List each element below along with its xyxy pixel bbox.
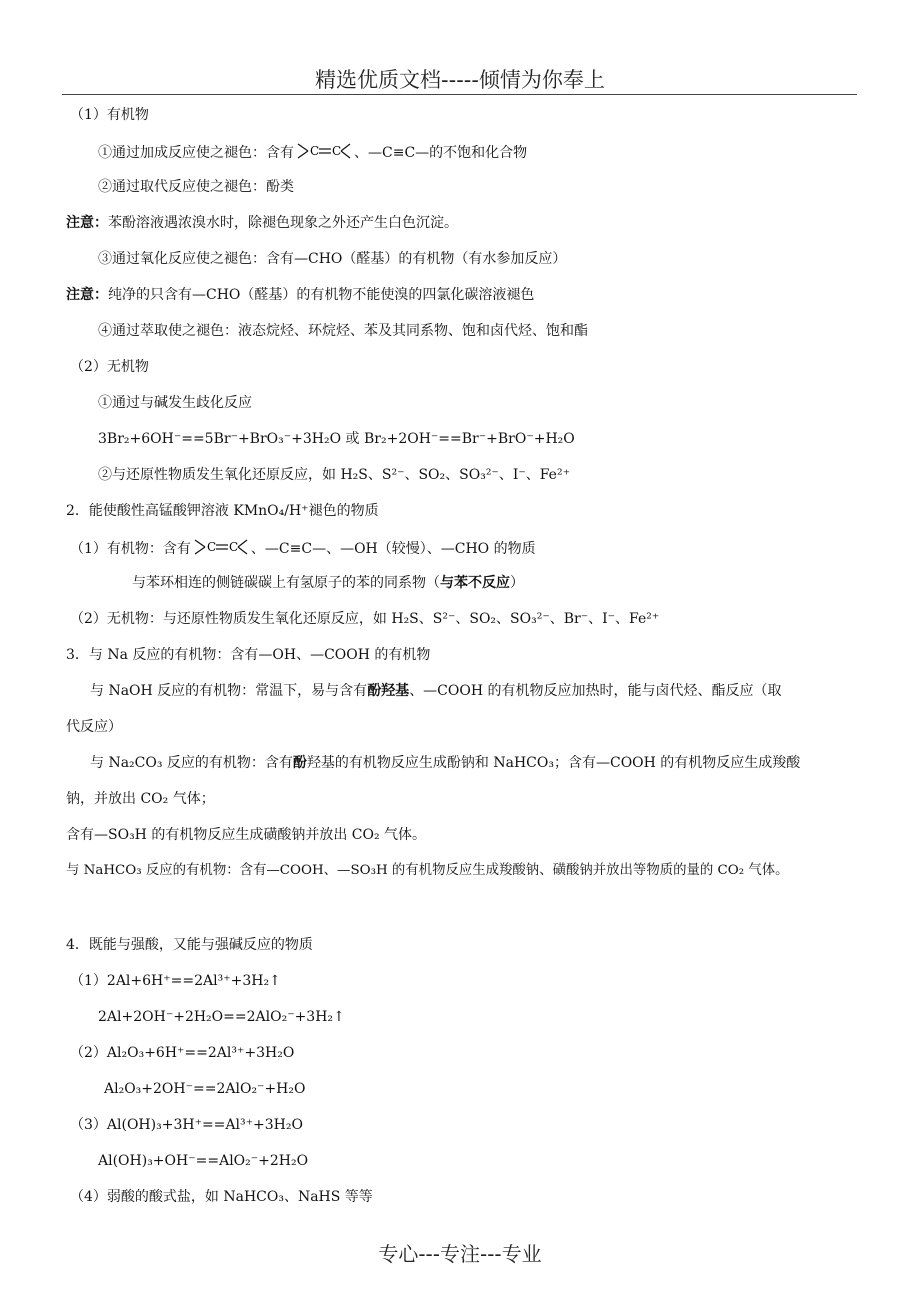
svg-text:C: C xyxy=(332,144,342,158)
note-aldehyde xyxy=(66,286,534,304)
item-naoh-continued: 代反应） xyxy=(66,719,122,735)
naoh-text: 与 NaOH 反应的有机物：常温下，易与含有 xyxy=(90,683,368,699)
note-phenol xyxy=(66,214,458,232)
note-label: 注意： xyxy=(66,215,108,231)
note-label: 注意： xyxy=(66,287,108,303)
document-footer: 专心---专注---专业 xyxy=(378,1242,542,1266)
heading-4-amphoteric: 4．既能与强酸，又能与强碱反应的物质 xyxy=(66,937,313,953)
equation-bromine-base xyxy=(98,430,575,448)
document-header: 精选优质文档-----倾情为你奉上 xyxy=(315,68,605,92)
item-nahco3: 与 NaHCO₃ 反应的有机物：含有—COOH、—SO₃H 的有机物反应生成羧酸钠、磺酸钠并放出等物质的量的 CO₂ 气体。 xyxy=(66,863,789,878)
note-text: 纯净的只含有—CHO（醛基）的有机物不能使溴的四氯化碳溶液褪色 xyxy=(108,287,535,303)
naoh-phenol-hydroxyl: 酚羟基 xyxy=(367,683,410,699)
item-extraction: ④通过萃取使之褪色：液态烷烃、环烷烃、苯及其同系物、饱和卤代烃、饱和酯 xyxy=(98,323,588,339)
item-redox-inorganic: ②与还原性物质发生氧化还原反应，如 H₂S、S²⁻、SO₂、SO₃²⁻、I⁻、Fe²⁺ xyxy=(98,467,570,483)
item-addition-tail: 、—C≡C—的不饱和化合物 xyxy=(354,145,528,161)
item-addition-text: ①通过加成反应使之褪色：含有 xyxy=(98,145,294,161)
svg-text:C: C xyxy=(228,540,239,554)
double-bond-icon xyxy=(193,538,249,556)
equation-connector: 或 xyxy=(345,431,360,447)
equation-al-acid: （1）2Al+6H⁺==2Al³⁺+3H₂↑ xyxy=(70,973,281,989)
equation-aloh3-base: Al(OH)₃+OH⁻==AlO₂⁻+2H₂O xyxy=(98,1153,309,1169)
item-kmno4-organic-tail: 、—C≡C—、—OH（较慢）、—CHO 的物质 xyxy=(250,541,536,557)
svg-text:C: C xyxy=(206,540,217,554)
note-text: 苯酚溶液遇浓溴水时，除褪色现象之外还产生白色沉淀。 xyxy=(108,215,458,231)
na2co3-tail: 羟基的有机物反应生成酚钠和 NaHCO₃；含有—COOH 的有机物反应生成羧酸 xyxy=(306,755,801,771)
item-naoh xyxy=(90,682,782,700)
equation-aloh3-acid: （3）Al(OH)₃+3H⁺==Al³⁺+3H₂O xyxy=(70,1117,303,1133)
header-divider xyxy=(62,94,857,95)
heading-3-sodium: 3．与 Na 反应的有机物：含有—OH、—COOH 的有机物 xyxy=(66,647,431,663)
item-kmno4-organic xyxy=(70,538,536,558)
heading-2-kmno4: 2．能使酸性高锰酸钾溶液 KMnO₄/H⁺褪色的物质 xyxy=(66,503,379,519)
section-2-inorganic: （2）无机物 xyxy=(70,359,149,375)
equation-part-2: Br₂+2OH⁻==Br⁻+BrO⁻+H₂O xyxy=(364,431,575,447)
item-kmno4-inorganic: （2）无机物：与还原性物质发生氧化还原反应，如 H₂S、S²⁻、SO₂、SO₃²⁻、Br⁻、I⁻、Fe²⁺ xyxy=(70,611,660,627)
equation-part-1: 3Br₂+6OH⁻==5Br⁻+BrO₃⁻+3H₂O xyxy=(98,431,342,447)
item-benzene-homologues xyxy=(132,574,524,592)
na2co3-phenol: 酚 xyxy=(292,755,307,771)
item-na2co3 xyxy=(90,754,800,772)
svg-text:C: C xyxy=(310,144,320,158)
item-addition-reaction xyxy=(98,142,527,162)
item-disproportionation: ①通过与碱发生歧化反应 xyxy=(98,395,252,411)
benzene-close: ） xyxy=(510,575,524,591)
item-kmno4-organic-text: （1）有机物：含有 xyxy=(70,541,191,557)
equation-al2o3-base: Al₂O₃+2OH⁻==2AlO₂⁻+H₂O xyxy=(104,1081,306,1097)
item-na2co3-continued: 钠，并放出 CO₂ 气体； xyxy=(66,791,215,807)
benzene-no-react: 与苯不反应 xyxy=(440,575,510,591)
item-sulfonic-acid: 含有—SO₃H 的有机物反应生成磺酸钠并放出 CO₂ 气体。 xyxy=(66,827,427,843)
benzene-text: 与苯环相连的侧链碳碳上有氢原子的苯的同系物（ xyxy=(132,575,440,591)
equation-al2o3-acid: （2）Al₂O₃+6H⁺==2Al³⁺+3H₂O xyxy=(70,1045,295,1061)
item-acid-salts: （4）弱酸的酸式盐，如 NaHCO₃、NaHS 等等 xyxy=(70,1189,373,1205)
item-substitution-reaction: ②通过取代反应使之褪色：酚类 xyxy=(98,179,294,195)
na2co3-text: 与 Na₂CO₃ 反应的有机物：含有 xyxy=(90,755,293,771)
double-bond-icon xyxy=(296,142,352,160)
section-1-organic: （1）有机物 xyxy=(70,107,149,123)
naoh-tail: 、—COOH 的有机物反应加热时，能与卤代烃、酯反应（取 xyxy=(409,683,782,699)
equation-al-base: 2Al+2OH⁻+2H₂O==2AlO₂⁻+3H₂↑ xyxy=(98,1009,345,1025)
item-oxidation-reaction: ③通过氧化反应使之褪色：含有—CHO（醛基）的有机物（有水参加反应） xyxy=(98,251,567,267)
